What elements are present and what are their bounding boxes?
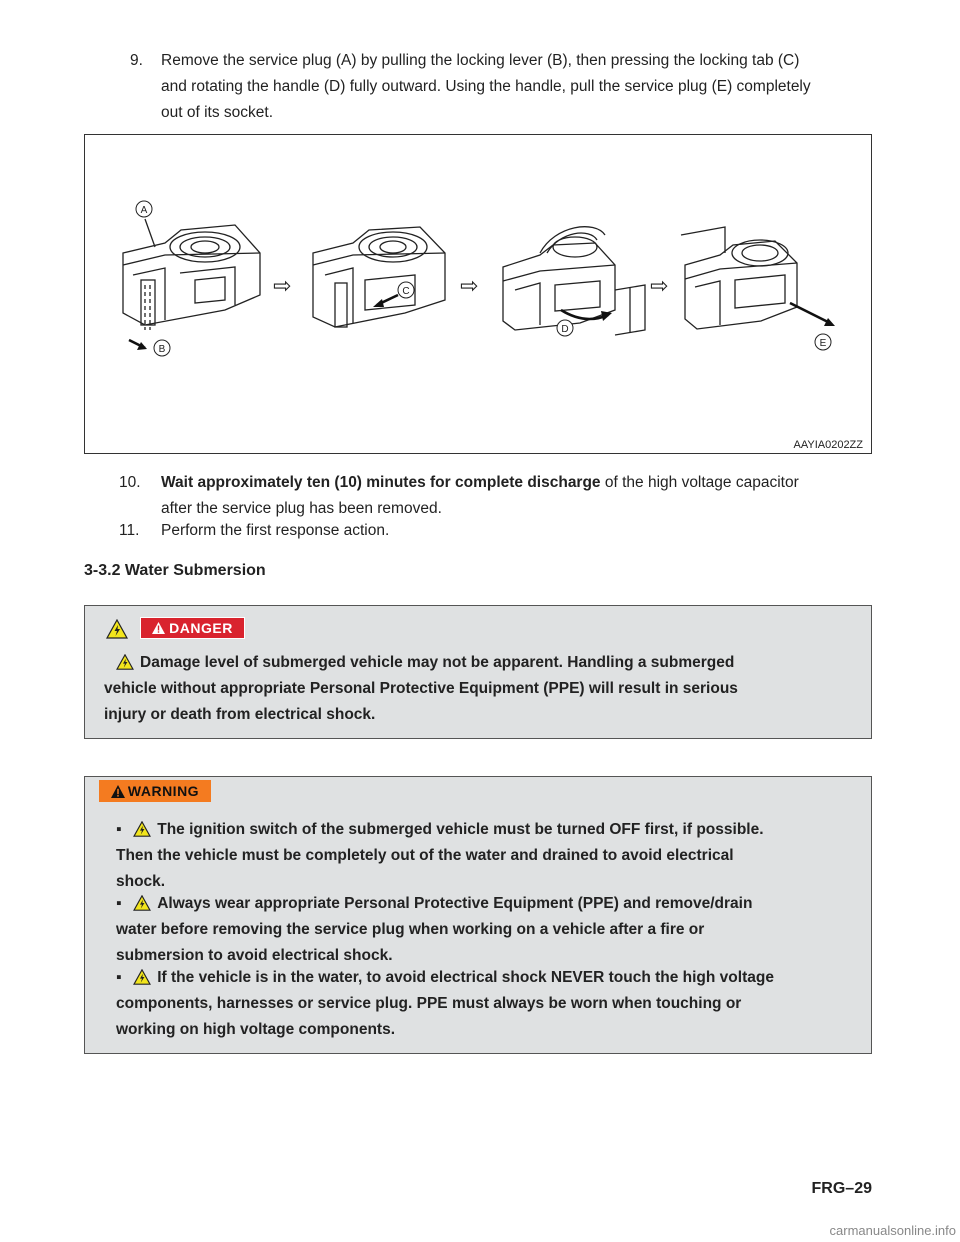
danger-line-text: Damage level of submerged vehicle may not be apparent. Handling a submerged bbox=[140, 654, 735, 671]
step-number: 9. bbox=[130, 52, 143, 69]
step-text-line bbox=[161, 470, 799, 496]
warning-item-text bbox=[116, 891, 836, 969]
service-plug-removal-figure bbox=[84, 134, 872, 454]
step-arrow: ⇨ bbox=[650, 273, 669, 298]
plug-stage-4 bbox=[681, 227, 797, 329]
figure-id: AAYIA0202ZZ bbox=[793, 439, 863, 451]
danger-label: DANGER bbox=[169, 620, 233, 636]
step-10 bbox=[119, 470, 879, 524]
warning-line bbox=[116, 965, 836, 991]
warning-line: submersion to avoid electrical shock. bbox=[116, 947, 393, 964]
danger-badge bbox=[140, 617, 245, 639]
bullet-marker: ▪ bbox=[116, 821, 122, 838]
callout-d: D bbox=[561, 324, 569, 335]
danger-line: injury or death from electrical shock. bbox=[104, 706, 376, 723]
warning-triangle-icon bbox=[152, 622, 165, 634]
warning-item bbox=[116, 817, 836, 895]
watermark: carmanualsonline.info bbox=[829, 1223, 956, 1238]
warning-line-text: Always wear appropriate Personal Protective Equipment (PPE) and remove/drain bbox=[157, 895, 753, 912]
motion-arrow-e bbox=[790, 303, 830, 323]
bullet-marker: ▪ bbox=[116, 895, 122, 912]
step-text-line: and rotating the handle (D) fully outward. Using the handle, pull the service plug (E) completely bbox=[161, 78, 811, 95]
step-number: 11. bbox=[119, 522, 140, 539]
warning-line: working on high voltage components. bbox=[116, 1021, 396, 1038]
warning-item bbox=[116, 965, 836, 1043]
step-9 bbox=[130, 48, 870, 128]
callout-b: B bbox=[158, 344, 166, 355]
step-emphasis: Wait approximately ten (10) minutes for complete discharge bbox=[161, 474, 601, 491]
warning-line bbox=[116, 891, 836, 917]
step-arrow: ⇨ bbox=[460, 273, 479, 298]
danger-line bbox=[104, 650, 864, 676]
callout-c: C bbox=[402, 286, 410, 297]
page-number: FRG–29 bbox=[811, 1180, 872, 1197]
high-voltage-icon bbox=[116, 654, 134, 670]
callout-e: E bbox=[819, 338, 827, 349]
plug-stage-1 bbox=[123, 219, 260, 330]
step-text-line: Remove the service plug (A) by pulling the locking lever (B), then pressing the locking tab (C) bbox=[161, 52, 800, 69]
callout-a: A bbox=[140, 205, 148, 216]
warning-item-text bbox=[116, 817, 836, 895]
warning-triangle-icon bbox=[111, 785, 125, 798]
step-text: of the high voltage capacitor bbox=[600, 474, 799, 491]
bullet-marker: ▪ bbox=[116, 969, 122, 986]
warning-label: WARNING bbox=[127, 783, 200, 799]
warning-line bbox=[116, 817, 836, 843]
warning-line: water before removing the service plug when working on a vehicle after a fire or bbox=[116, 921, 705, 938]
danger-line: vehicle without appropriate Personal Protective Equipment (PPE) will result in serious bbox=[104, 680, 738, 697]
step-number: 10. bbox=[119, 474, 141, 491]
warning-line-text: If the vehicle is in the water, to avoid electrical shock NEVER touch the high voltage bbox=[157, 969, 774, 986]
warning-badge bbox=[99, 780, 211, 802]
step-text-line: Perform the first response action. bbox=[161, 522, 390, 539]
service-plug-illustration bbox=[85, 135, 871, 453]
high-voltage-icon bbox=[133, 895, 151, 911]
high-voltage-icon bbox=[133, 821, 151, 837]
warning-item-text bbox=[116, 965, 836, 1043]
step-11 bbox=[119, 518, 879, 544]
plug-stage-2 bbox=[313, 227, 445, 327]
warning-line: shock. bbox=[116, 873, 166, 890]
section-heading: 3-3.2 Water Submersion bbox=[84, 562, 266, 579]
danger-text bbox=[104, 650, 864, 728]
warning-line: components, harnesses or service plug. PPE must always be worn when touching or bbox=[116, 995, 742, 1012]
warning-line-text: The ignition switch of the submerged vehicle must be turned OFF first, if possible. bbox=[157, 821, 764, 838]
warning-item bbox=[116, 891, 836, 969]
warning-line: Then the vehicle must be completely out of the water and drained to avoid electrical bbox=[116, 847, 734, 864]
step-text-line: out of its socket. bbox=[161, 104, 273, 121]
high-voltage-icon bbox=[106, 619, 128, 639]
step-arrow: ⇨ bbox=[273, 273, 292, 298]
high-voltage-icon bbox=[133, 969, 151, 985]
plug-stage-3 bbox=[503, 227, 645, 335]
step-text-line: after the service plug has been removed. bbox=[161, 500, 442, 517]
